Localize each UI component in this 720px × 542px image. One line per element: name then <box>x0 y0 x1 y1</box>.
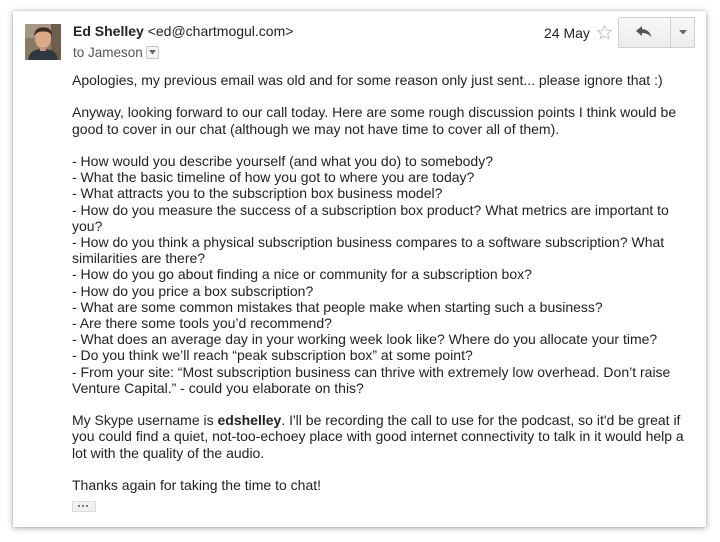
question-line: - From your site: “Most subscription business can thrive with extremely low overhead. Don’t raise <box>72 363 671 380</box>
reply-button-group <box>618 17 695 48</box>
sender-line <box>73 23 293 39</box>
skype-prefix: My Skype username is <box>72 412 218 429</box>
sender-name[interactable]: Ed Shelley <box>73 23 144 39</box>
question-line: - How would you describe yourself (and what you do) to somebody? <box>72 152 493 169</box>
question-line: - Do you think we’ll reach “peak subscription box” at some point? <box>72 347 473 364</box>
message-body <box>72 72 700 493</box>
details-dropdown-button[interactable] <box>146 46 159 59</box>
question-line: Venture Capital.” - could you elaborate on this? <box>72 379 364 396</box>
star-icon[interactable] <box>596 24 613 41</box>
agenda-intro-line: Anyway, looking forward to our call today. Here are some rough discussion points I think would be <box>72 104 677 121</box>
question-line: - How do you price a box subscription? <box>72 282 314 299</box>
message-date: 24 May <box>544 25 590 41</box>
question-line: - How do you measure the success of a subscription box product? What metrics are important to <box>72 201 669 218</box>
agenda-intro-line: good to cover in our chat (although we may not have time to cover all of them). <box>72 120 560 137</box>
chevron-down-icon <box>149 50 156 55</box>
reply-icon <box>636 26 652 38</box>
skype-username: edshelley <box>217 412 282 429</box>
question-line: - What the basic timeline of how you got to where you are today? <box>72 169 475 186</box>
more-actions-button[interactable] <box>671 18 694 47</box>
reply-button[interactable] <box>619 18 671 47</box>
recipient-label: to Jameson <box>73 45 143 60</box>
question-line: similarities are there? <box>72 250 206 267</box>
ellipsis-icon <box>78 505 80 507</box>
chevron-down-icon <box>679 30 687 35</box>
recipient-line <box>73 45 159 60</box>
skype-line: you could find a quiet, not-too-echoey place with good internet connectivity to talk in it would help a <box>72 428 684 445</box>
skype-suffix: . I'll be recording the call to use for the podcast, so it'd be great if <box>281 412 681 429</box>
show-trimmed-content-button[interactable] <box>72 501 96 512</box>
skype-paragraph <box>72 412 700 428</box>
intro-paragraph: Apologies, my previous email was old and for some reason only just sent... please ignore that :) <box>72 72 663 88</box>
question-line: - What are some common mistakes that people make when starting such a business? <box>72 298 603 315</box>
skype-line: lot with the quality of the audio. <box>72 444 265 461</box>
question-line: - Are there some tools you’d recommend? <box>72 315 332 332</box>
question-line: - What does an average day in your working week look like? Where do you allocate your time? <box>72 331 658 348</box>
closing-line: Thanks again for taking the time to chat! <box>72 477 322 494</box>
avatar[interactable] <box>25 24 61 60</box>
question-line: - How do you think a physical subscription business compares to a software subscription? What <box>72 234 665 250</box>
question-line: - What attracts you to the subscription box business model? <box>72 185 443 202</box>
sender-email: <ed@chartmogul.com> <box>147 23 294 39</box>
email-message <box>13 11 706 527</box>
question-line: you? <box>72 217 103 234</box>
question-line: - How do you go about finding a nice or community for a subscription box? <box>72 266 532 283</box>
